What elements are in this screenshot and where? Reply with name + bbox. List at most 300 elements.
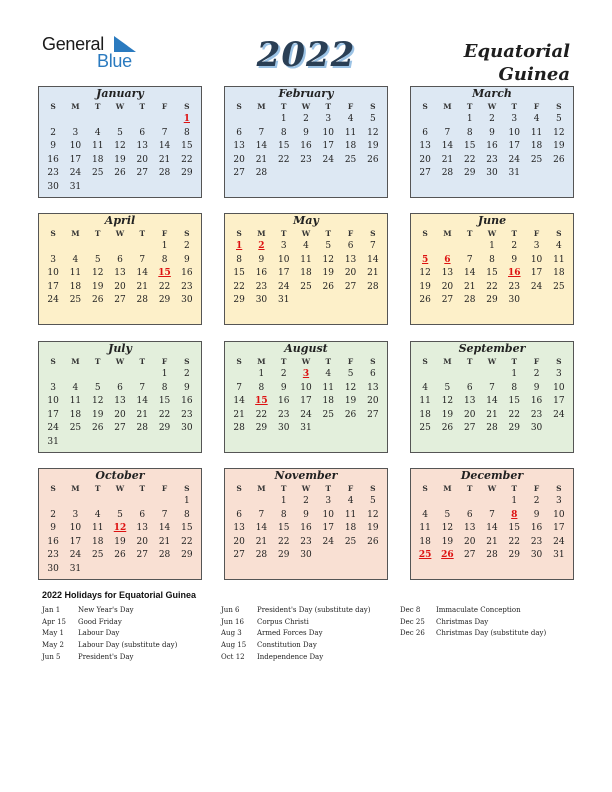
weekday-label: S	[556, 102, 562, 111]
holiday-column	[400, 605, 546, 640]
holiday-name: Christmas Day	[436, 617, 489, 626]
day-cell: 28	[486, 423, 498, 434]
day-cell: 22	[508, 536, 520, 547]
logo-word-general: General	[42, 34, 104, 54]
weekday-header	[411, 483, 573, 495]
day-cell: 13	[233, 523, 245, 534]
day-cell: 8	[280, 127, 287, 138]
day-cell: 8	[280, 509, 287, 520]
holiday-date-label: Jun 5	[42, 652, 61, 661]
month-name: October	[95, 469, 145, 482]
weekday-label: S	[422, 102, 428, 111]
week-row	[225, 549, 387, 563]
empty-cell	[459, 240, 481, 254]
day-cell: 10	[47, 396, 59, 407]
month-november	[224, 468, 388, 580]
weekday-label: M	[71, 229, 80, 238]
empty-cell	[42, 113, 64, 127]
week-row	[225, 382, 387, 396]
day-cell: 22	[508, 409, 520, 420]
empty-cell	[64, 368, 86, 382]
day-cell: 25	[91, 168, 104, 179]
month-august	[224, 341, 388, 453]
holiday-name: President's Day	[78, 652, 134, 661]
day-cell: 11	[419, 523, 431, 534]
weekday-header	[225, 483, 387, 495]
day-cell: 27	[419, 168, 431, 179]
day-cell: 1	[511, 496, 518, 506]
weekday-label: T	[511, 484, 518, 493]
day-cell: 18	[91, 154, 104, 165]
day-cell: 24	[322, 536, 334, 547]
empty-cell	[436, 240, 458, 254]
day-cell: 20	[136, 536, 148, 547]
day-cell: 21	[486, 536, 498, 547]
empty-cell	[153, 181, 175, 195]
day-cell: 15	[181, 523, 193, 534]
holiday-date-label: May 2	[42, 641, 64, 650]
month-name: December	[460, 469, 524, 482]
day-cell: 1	[489, 241, 495, 251]
weekday-label: S	[370, 102, 376, 111]
day-cell: 16	[530, 396, 543, 407]
month-name: June	[477, 214, 507, 227]
day-cell: 16	[255, 268, 268, 279]
week-row	[225, 140, 387, 154]
day-cell: 24	[530, 281, 543, 292]
weekday-label: W	[487, 357, 497, 366]
day-cell: 16	[300, 141, 312, 152]
week-row	[411, 409, 573, 423]
holiday-item	[221, 652, 370, 664]
day-cell: 21	[255, 536, 268, 547]
day-cell: 15	[181, 141, 193, 152]
day-cell: 2	[50, 509, 56, 520]
empty-cell	[109, 113, 131, 127]
day-cell: 16	[530, 523, 543, 534]
weekday-label: S	[556, 229, 562, 238]
day-cell: 7	[236, 382, 242, 393]
day-cell: 12	[367, 127, 379, 138]
weekday-label: W	[301, 357, 311, 366]
holiday-item	[42, 652, 177, 664]
day-cell: 26	[322, 281, 334, 292]
day-cell: 17	[553, 523, 565, 534]
week-row	[225, 267, 387, 281]
day-cell: 4	[94, 509, 101, 520]
day-cell: 18	[553, 268, 565, 279]
empty-cell	[317, 167, 339, 181]
day-cell: 27	[136, 168, 148, 179]
day-cell: 21	[441, 154, 454, 165]
day-cell: 14	[367, 254, 379, 265]
holiday-item	[221, 628, 370, 640]
day-cell: 6	[236, 509, 242, 520]
day-cell: 6	[236, 127, 242, 138]
day-cell: 16	[181, 396, 193, 407]
empty-cell	[250, 495, 272, 509]
weekday-label: M	[257, 484, 266, 493]
day-cell: 10	[322, 509, 334, 520]
week-row	[39, 495, 201, 509]
weekday-label: F	[533, 484, 540, 493]
day-cell: 17	[47, 409, 59, 420]
day-cell: 12	[441, 396, 454, 407]
day-cell: 30	[277, 423, 290, 434]
holiday-name: Good Friday	[78, 617, 122, 626]
holiday-date: 2	[258, 241, 265, 251]
holiday-date: 16	[508, 268, 521, 279]
day-cell: 2	[533, 369, 540, 379]
empty-cell	[228, 368, 250, 382]
day-cell: 17	[69, 536, 82, 547]
day-cell: 13	[419, 141, 431, 152]
day-cell: 31	[277, 295, 290, 306]
holiday-date: 1	[236, 241, 243, 251]
empty-cell	[436, 113, 458, 127]
day-cell: 22	[255, 409, 268, 420]
holiday-date: 3	[302, 369, 310, 379]
month-name: May	[293, 214, 319, 227]
empty-cell	[87, 563, 109, 577]
month-march	[410, 86, 574, 198]
day-cell: 4	[347, 114, 354, 124]
day-cell: 8	[161, 254, 168, 265]
day-cell: 28	[441, 168, 454, 179]
day-cell: 8	[183, 509, 190, 520]
day-cell: 27	[463, 550, 476, 561]
holidays-title: 2022 Holidays for Equatorial Guinea	[42, 590, 197, 600]
empty-cell	[273, 167, 295, 181]
month-february	[224, 86, 388, 198]
holiday-date-label: Aug 15	[221, 641, 247, 650]
day-cell: 29	[486, 295, 498, 306]
day-cell: 28	[233, 423, 245, 434]
day-cell: 6	[139, 509, 146, 520]
day-cell: 5	[94, 254, 101, 265]
day-cell: 26	[344, 409, 357, 420]
day-cell: 17	[47, 281, 59, 292]
weekday-header	[39, 356, 201, 368]
day-cell: 20	[233, 536, 245, 547]
day-cell: 21	[158, 154, 171, 165]
holiday-item	[42, 605, 177, 617]
holiday-name: Corpus Christi	[257, 617, 309, 626]
day-cell: 28	[158, 550, 171, 561]
empty-cell	[109, 495, 131, 509]
day-cell: 15	[233, 268, 245, 279]
day-cell: 5	[369, 114, 376, 124]
empty-cell	[176, 436, 198, 450]
day-cell: 28	[255, 168, 268, 179]
empty-cell	[131, 563, 153, 577]
day-cell: 20	[419, 154, 431, 165]
week-row	[39, 281, 201, 295]
day-cell: 14	[441, 141, 454, 152]
day-cell: 26	[91, 423, 104, 434]
empty-cell	[414, 240, 436, 254]
day-cell: 24	[553, 536, 565, 547]
day-cell: 29	[255, 423, 268, 434]
day-cell: 11	[530, 127, 543, 138]
week-row	[39, 167, 201, 181]
empty-cell	[87, 368, 109, 382]
day-cell: 29	[508, 550, 520, 561]
month-june	[410, 213, 574, 325]
week-row	[411, 536, 573, 550]
month-name: July	[108, 342, 132, 355]
weekday-label: F	[347, 102, 354, 111]
day-cell: 2	[50, 127, 56, 138]
empty-cell	[176, 563, 198, 577]
empty-cell	[131, 495, 153, 509]
day-cell: 10	[277, 254, 290, 265]
weekday-header	[225, 356, 387, 368]
day-cell: 27	[233, 550, 245, 561]
month-name: April	[104, 214, 136, 227]
day-cell: 13	[367, 382, 379, 393]
day-cell: 28	[136, 295, 148, 306]
day-cell: 30	[530, 550, 543, 561]
day-cell: 30	[181, 295, 193, 306]
day-cell: 29	[233, 295, 245, 306]
day-cell: 23	[508, 281, 520, 292]
day-cell: 27	[136, 550, 148, 561]
week-row	[411, 382, 573, 396]
empty-cell	[548, 294, 570, 308]
day-cell: 7	[489, 382, 495, 393]
empty-cell	[153, 113, 175, 127]
day-cell: 16	[300, 523, 312, 534]
week-row	[39, 267, 201, 281]
day-cell: 25	[419, 423, 431, 434]
week-row	[411, 240, 573, 254]
day-cell: 6	[466, 509, 473, 520]
day-cell: 14	[136, 268, 148, 279]
day-cell: 29	[277, 550, 290, 561]
empty-cell	[317, 294, 339, 308]
empty-cell	[109, 368, 131, 382]
month-name: August	[284, 342, 328, 355]
weekday-label: T	[325, 484, 332, 493]
day-cell: 24	[47, 295, 59, 306]
weekday-label: T	[280, 357, 287, 366]
day-cell: 14	[158, 523, 171, 534]
day-cell: 23	[181, 281, 193, 292]
month-september	[410, 341, 574, 453]
week-row	[411, 395, 573, 409]
day-cell: 23	[47, 550, 59, 561]
empty-cell	[87, 113, 109, 127]
holiday-date: 5	[422, 254, 429, 265]
day-cell: 25	[344, 154, 357, 165]
holiday-name: Independence Day	[257, 652, 324, 661]
empty-cell	[525, 167, 547, 181]
holiday-date: 26	[441, 550, 454, 561]
weekday-label: S	[50, 357, 56, 366]
month-name: March	[472, 87, 512, 100]
day-cell: 12	[114, 141, 126, 152]
day-cell: 29	[508, 423, 520, 434]
week-row	[411, 294, 573, 308]
day-cell: 9	[50, 523, 56, 534]
day-cell: 6	[422, 127, 428, 138]
weekday-header	[225, 228, 387, 240]
week-row	[411, 254, 573, 268]
day-cell: 16	[181, 268, 193, 279]
week-row	[39, 140, 201, 154]
week-row	[225, 409, 387, 423]
day-cell: 3	[555, 369, 562, 379]
month-july	[38, 341, 202, 453]
month-december	[410, 468, 574, 580]
day-cell: 23	[530, 536, 543, 547]
day-cell: 27	[463, 423, 476, 434]
holiday-name: Immaculate Conception	[436, 606, 521, 614]
holiday-date-label: Aug 3	[221, 629, 242, 638]
day-cell: 13	[136, 523, 148, 534]
weekday-header	[411, 101, 573, 113]
day-cell: 28	[367, 281, 379, 292]
weekday-header	[39, 228, 201, 240]
day-cell: 4	[303, 241, 309, 251]
day-cell: 11	[91, 141, 104, 152]
holiday-date-label: May 1	[42, 629, 64, 638]
weekday-label: T	[94, 484, 101, 493]
holiday-item	[400, 617, 546, 629]
day-cell: 10	[69, 141, 82, 152]
day-cell: 4	[347, 496, 354, 506]
weekday-label: S	[370, 357, 376, 366]
weekday-label: T	[139, 484, 146, 493]
weekday-header	[411, 356, 573, 368]
weekday-label: M	[443, 484, 452, 493]
day-cell: 25	[530, 154, 543, 165]
day-cell: 13	[114, 396, 126, 407]
day-cell: 12	[91, 396, 104, 407]
day-cell: 11	[322, 382, 334, 393]
day-cell: 20	[233, 154, 245, 165]
day-cell: 20	[463, 409, 476, 420]
day-cell: 11	[344, 127, 357, 138]
holiday-name: Constitution Day	[257, 641, 317, 650]
day-cell: 28	[463, 295, 476, 306]
day-cell: 6	[347, 241, 354, 251]
day-cell: 23	[47, 168, 59, 179]
holiday-date: 8	[511, 509, 518, 520]
weekday-label: T	[94, 357, 101, 366]
holiday-name: New Year's Day	[78, 606, 134, 614]
holiday-date-label: Dec 26	[400, 629, 425, 638]
weekday-label: T	[94, 229, 101, 238]
holiday-date-label: Dec 8	[400, 606, 421, 614]
day-cell: 14	[486, 396, 498, 407]
day-cell: 4	[325, 369, 332, 379]
day-cell: 11	[91, 523, 104, 534]
week-row	[225, 240, 387, 254]
day-cell: 25	[344, 536, 357, 547]
weekday-label: T	[466, 484, 473, 493]
day-cell: 31	[508, 168, 520, 179]
day-cell: 11	[69, 396, 82, 407]
day-cell: 13	[441, 268, 454, 279]
day-cell: 13	[344, 254, 357, 265]
day-cell: 22	[486, 281, 498, 292]
weekday-label: F	[347, 484, 354, 493]
weekday-label: M	[71, 357, 80, 366]
empty-cell	[87, 240, 109, 254]
empty-cell	[459, 495, 481, 509]
weekday-label: S	[556, 484, 562, 493]
day-cell: 14	[158, 141, 171, 152]
weekday-header	[225, 101, 387, 113]
day-cell: 16	[486, 141, 498, 152]
week-row	[39, 294, 201, 308]
empty-cell	[153, 563, 175, 577]
day-cell: 4	[422, 509, 428, 520]
day-cell: 27	[344, 281, 357, 292]
weekday-header	[39, 101, 201, 113]
weekday-header	[39, 483, 201, 495]
holiday-name: Labour Day (substitute day)	[78, 641, 178, 650]
holiday-name: Labour Day	[78, 629, 120, 638]
empty-cell	[481, 495, 503, 509]
day-cell: 7	[161, 127, 168, 138]
day-cell: 27	[367, 409, 379, 420]
holiday-item	[221, 605, 370, 617]
day-cell: 1	[161, 369, 168, 379]
week-row	[39, 422, 201, 436]
day-cell: 16	[47, 536, 59, 547]
day-cell: 22	[158, 281, 171, 292]
holiday-date: 15	[158, 268, 171, 279]
day-cell: 8	[161, 382, 168, 393]
day-cell: 24	[300, 409, 312, 420]
day-cell: 24	[47, 423, 59, 434]
empty-cell	[250, 113, 272, 127]
day-cell: 14	[136, 396, 148, 407]
day-cell: 1	[466, 114, 473, 124]
day-cell: 29	[158, 423, 171, 434]
day-cell: 7	[369, 241, 376, 251]
day-cell: 9	[303, 127, 309, 138]
day-cell: 21	[367, 268, 379, 279]
empty-cell	[64, 436, 86, 450]
week-row	[225, 167, 387, 181]
empty-cell	[87, 181, 109, 195]
week-row	[39, 254, 201, 268]
day-cell: 19	[344, 396, 357, 407]
month-name: January	[96, 87, 144, 100]
day-cell: 24	[553, 409, 565, 420]
week-row	[411, 368, 573, 382]
day-cell: 15	[508, 523, 520, 534]
month-may	[224, 213, 388, 325]
week-row	[225, 281, 387, 295]
day-cell: 22	[158, 409, 171, 420]
day-cell: 18	[300, 268, 312, 279]
day-cell: 31	[47, 436, 59, 447]
day-cell: 14	[486, 523, 498, 534]
holiday-date: 1	[183, 114, 190, 124]
weekday-label: F	[347, 357, 354, 366]
empty-cell	[131, 240, 153, 254]
week-row	[39, 127, 201, 141]
day-cell: 9	[50, 141, 56, 152]
empty-cell	[414, 113, 436, 127]
day-cell: 21	[463, 281, 476, 292]
empty-cell	[64, 240, 86, 254]
